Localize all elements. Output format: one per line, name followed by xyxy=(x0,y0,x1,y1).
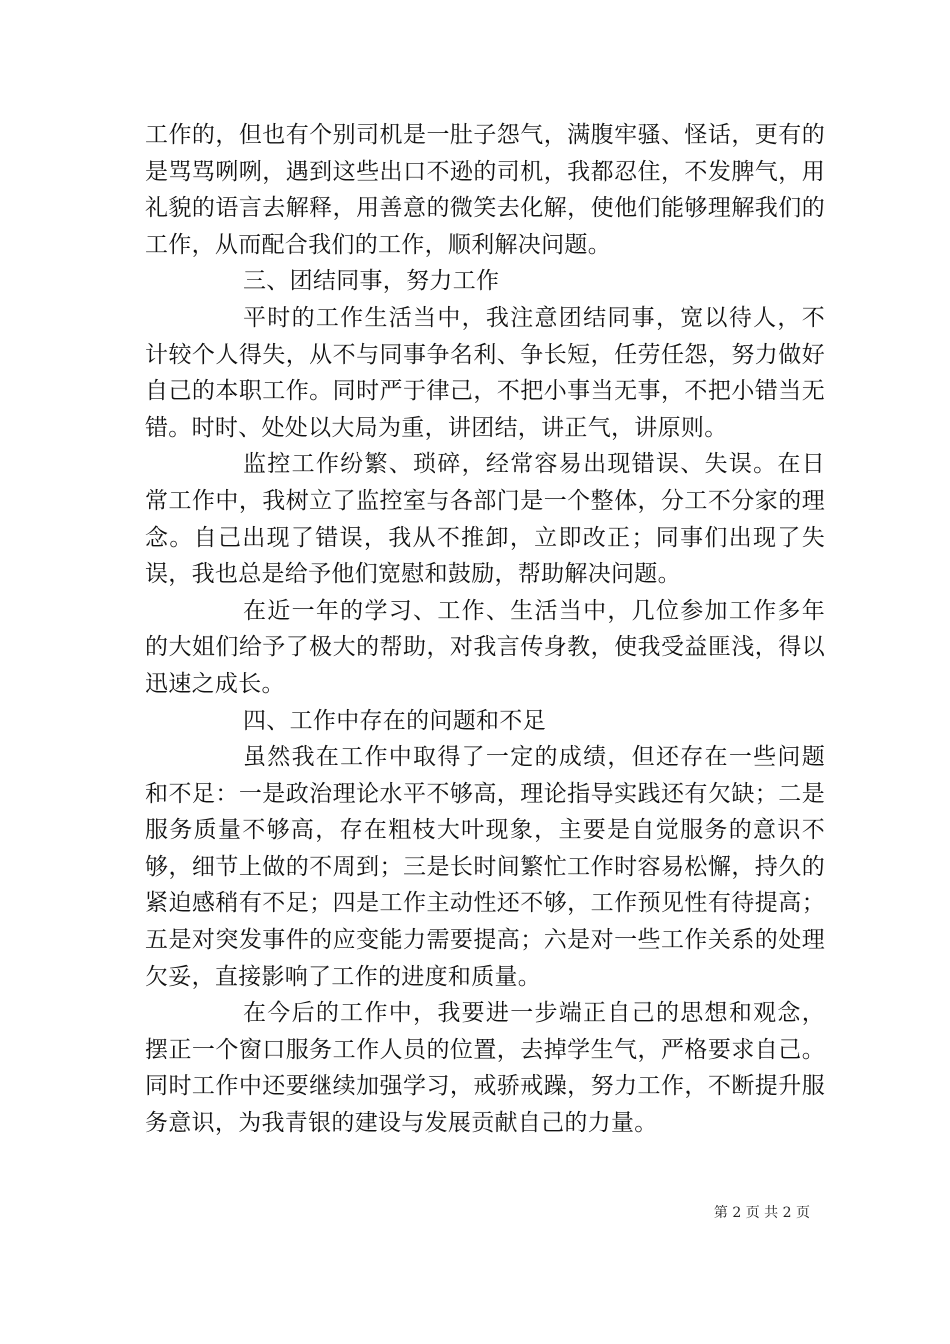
paragraph-shortcomings: 虽然我在工作中取得了一定的成绩，但还存在一些问题和不足：一是政治理论水平不够高，理论指导实践还有欠缺；二是服务质量不够高，存在粗枝大叶现象，主要是自觉服务的意识不够，细节上做的不周到；三是长时间繁忙工作时容易松懈，持久的紧迫感稍有不足；四是工作主动性还不够，工作预见性有待提高；五是对突发事件的应变能力需要提高；六是对一些工作关系的处理欠妥，直接影响了工作的进度和质量。 xyxy=(145,744,825,990)
section-heading-4: 四、工作中存在的问题和不足 xyxy=(243,707,546,734)
paragraph-future: 在今后的工作中，我要进一步端正自己的思想和观念，摆正一个窗口服务工作人员的位置，去掉学生气，严格要求自己。同时工作中还要继续加强学习，戒骄戒躁，努力工作，不断提升服务意识，为我青银的建设与发展贡献自己的力量。 xyxy=(145,1000,825,1137)
paragraph-continuation: 工作的，但也有个别司机是一肚子怨气，满腹牢骚、怪话，更有的是骂骂咧咧，遇到这些出口不逊的司机，我都忍住，不发脾气，用礼貌的语言去解释，用善意的微笑去化解，使他们能够理解我们的工作，从而配合我们的工作，顺利解决问题。 xyxy=(145,122,825,258)
paragraph-teamwork: 平时的工作生活当中，我注意团结同事，宽以待人，不计较个人得失，从不与同事争名利、争长短，任劳任怨，努力做好自己的本职工作。同时严于律己，不把小事当无事，不把小错当无错。时时、处处以大局为重，讲团结，讲正气，讲原则。 xyxy=(145,304,825,441)
section-heading-3: 三、团结同事，努力工作 xyxy=(243,268,500,295)
paragraph-growth: 在近一年的学习、工作、生活当中，几位参加工作多年的大姐们给予了极大的帮助，对我言传身教，使我受益匪浅，得以迅速之成长。 xyxy=(145,597,825,697)
paragraph-monitoring: 监控工作纷繁、琐碎，经常容易出现错误、失误。在日常工作中，我树立了监控室与各部门是一个整体，分工不分家的理念。自己出现了错误，我从不推卸，立即改正；同事们出现了失误，我也总是给予他们宽慰和鼓励，帮助解决问题。 xyxy=(145,451,825,588)
document-body xyxy=(145,117,825,1142)
page-number-footer: 第 2 页 共 2 页 xyxy=(713,1205,810,1221)
